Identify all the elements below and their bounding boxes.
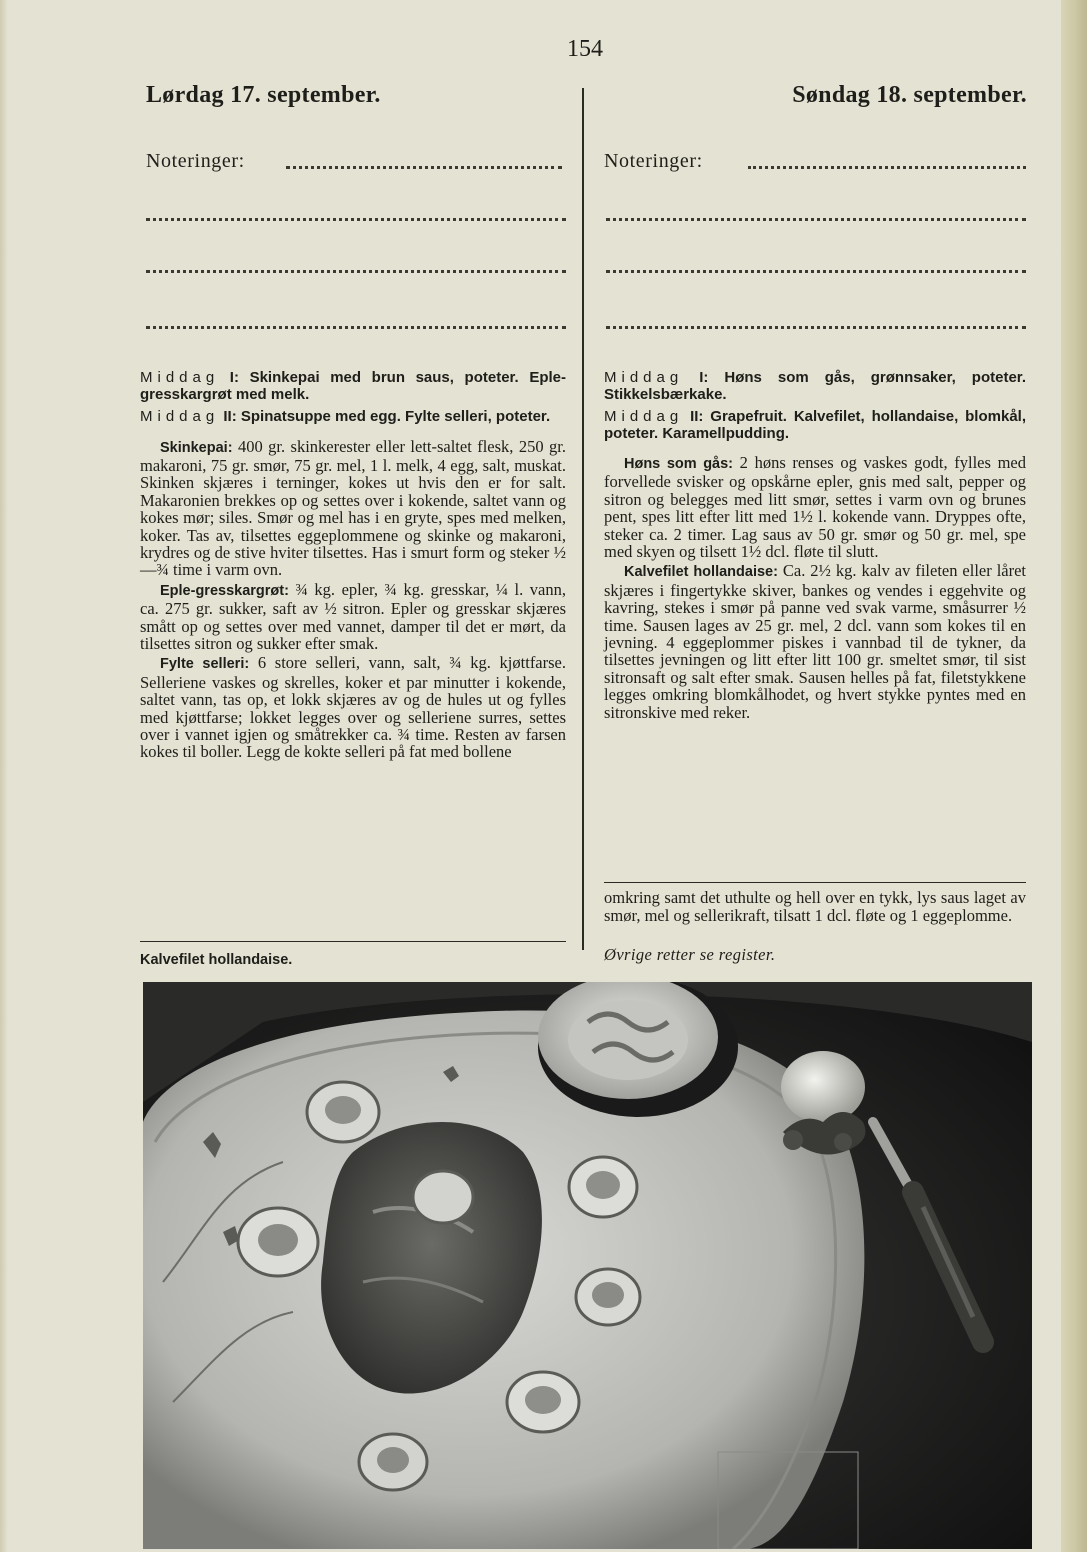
recipe-body: ¾ kg. epler, ¾ kg. gresskar, ¼ l. vann, ca. 275 gr. sukker, saft av ½ sitron. Epler og gresskar skjæres smått op og settes over med vannet, damper til det er mørt, da tilsettes sitron og sukker efter smak. [140,579,566,653]
dinner-2-left-text: II: Spinatsuppe med egg. Fylte selleri, poteter. [219,408,551,425]
recipe-heading: Kalvefilet hollandaise: [624,564,778,581]
shrimp-bowl [538,982,738,1117]
page-edge-right [1061,0,1087,1552]
recipe-body: Ca. 2½ kg. kalv av fileten eller låret skjæres i fingertykke skiver, bankes og vendes i eggehvite og kavring, stekes i smør på panne ved svak varme, småsurrer ½ time. Sausen lages av 25 gr. mel, 2 dcl. vann som kokes til en jevning. 4 eggeplommer piskes i vannbad til de tykner, da tilsettes jevningen og litt efter litt 100 gr. smeltet smør, til sist sitronsaft og salt efter smak. Sausen helles på fat, filetstykkene legges omkring blomkålhodet, og hvert stykke pyntes med en sitronskive med reker. [604,561,1026,722]
notes-line-right-3[interactable] [606,270,1026,273]
notes-line-left-4[interactable] [146,326,566,329]
dinner-2-right-text: II: Grapefruit. Kalvefilet, hollandaise, blomkål, poteter. Karamellpudding. [604,408,1026,442]
notes-line-right-1[interactable] [748,166,1026,169]
dinner-2-left-prefix: Middag [140,408,220,425]
see-register-note: Øvrige retter se register. [604,945,776,964]
dinner-1-left-text: I: Skinkepai med brun saus, poteter. Eple-gresskargrøt med melk. [140,369,566,403]
right-column-text [604,370,1026,721]
dinner-1-right [604,370,1026,403]
notes-label-left: Noteringer: [146,150,245,172]
continuation-text: omkring samt det uthulte og hell over en tykk, lys saus laget av smør, mel og sellerikraft, tilsatt 1 dcl. fløte og 1 eggeplomme. [604,888,1026,925]
recipe-body: 400 gr. skinkerester eller lett-saltet flesk, 250 gr. makaroni, 75 gr. smør, 75 gr. mel, 1 l. melk, 4 egg, salt, muskat. Skinken skjæres i terninger, kokes ut hvis den er for salt. Makaronien brekkes op og settes over i kokende, saltet vann og kokes mør; siles. Smør og mel has i en gryte, spes med melken, koker. Tas av, tilsettes eggeplommene og skinke og makaroni, krydres og de stive hviter tilsettes. Has i smurt form og steker ½—¾ time i varm ovn. [140,436,566,580]
dinner-1-right-text: I: Høns som gås, grønnsaker, poteter. Stikkelsbærkake. [604,369,1026,403]
lemon-and-parsley [781,1051,866,1155]
left-column-text [140,370,566,761]
day-title-sunday: Søndag 18. september. [792,82,1027,108]
notes-line-right-2[interactable] [606,218,1026,221]
dinner-1-left-prefix: Middag [140,369,220,386]
dinner-1-right-prefix: Middag [604,369,684,386]
recipe-body: 2 høns renses og vaskes godt, fylles med forvellede svisker og opskårne epler, gnis med salt, pepper og sitron og belegges med litt smør, settes i varm ovn og brunes pent, spes litt efter litt med 1½ l. kokende vann. Dryppes ofte, steker ca. 2 timer. Lag saus av 50 gr. smør og 50 gr. mel, spe med skyen og tilsett 1½ dcl. fløte til slutt. [604,453,1026,562]
day-title-saturday: Lørdag 17. september. [146,82,381,108]
dish-photo [143,982,1032,1549]
dinner-2-right-prefix: Middag [604,408,684,425]
recipe-heading: Skinkepai: [160,439,233,456]
recipe-body: 6 store selleri, vann, salt, ¾ kg. kjøttfarse. Selleriene vaskes og skrelles, koker et par minutter i kokende, saltet vann, tas op, et lokk skjæres av og de hules ut og fylles med kjøttfarse; lokket legges over og selleriene surres, settes over i vannet igjen og småtrekker ca. ¾ time. Resten av farsen kokes til boller. Legg de kokte selleri på fat med bollene [140,653,566,762]
notes-label-right: Noteringer: [604,150,703,172]
recipe-kalvefilet-hollandaise [604,562,1026,721]
dinner-2-right [604,409,1026,442]
right-mid-rule [604,882,1026,883]
dinner-2-left [140,409,566,426]
page-edge-left [0,0,8,1552]
page-number: 154 [567,36,603,62]
notes-line-left-2[interactable] [146,218,566,221]
notes-line-right-4[interactable] [606,326,1026,329]
recipe-skinkepai [140,438,566,579]
photo-caption: Kalvefilet hollandaise. [140,952,293,968]
notes-line-left-3[interactable] [146,270,566,273]
recipe-fylte-selleri [140,654,566,760]
column-divider [582,88,584,950]
left-bottom-rule [140,941,566,942]
recipe-hons-som-gas [604,454,1026,560]
notes-line-left-1[interactable] [286,166,562,169]
recipe-heading: Fylte selleri: [160,656,250,673]
dish-photo-image [143,982,1032,1549]
recipe-heading: Eple-gresskargrøt: [160,582,289,599]
recipe-eple-gresskargrot [140,581,566,653]
recipe-heading: Høns som gås: [624,456,734,472]
dinner-1-left [140,370,566,403]
